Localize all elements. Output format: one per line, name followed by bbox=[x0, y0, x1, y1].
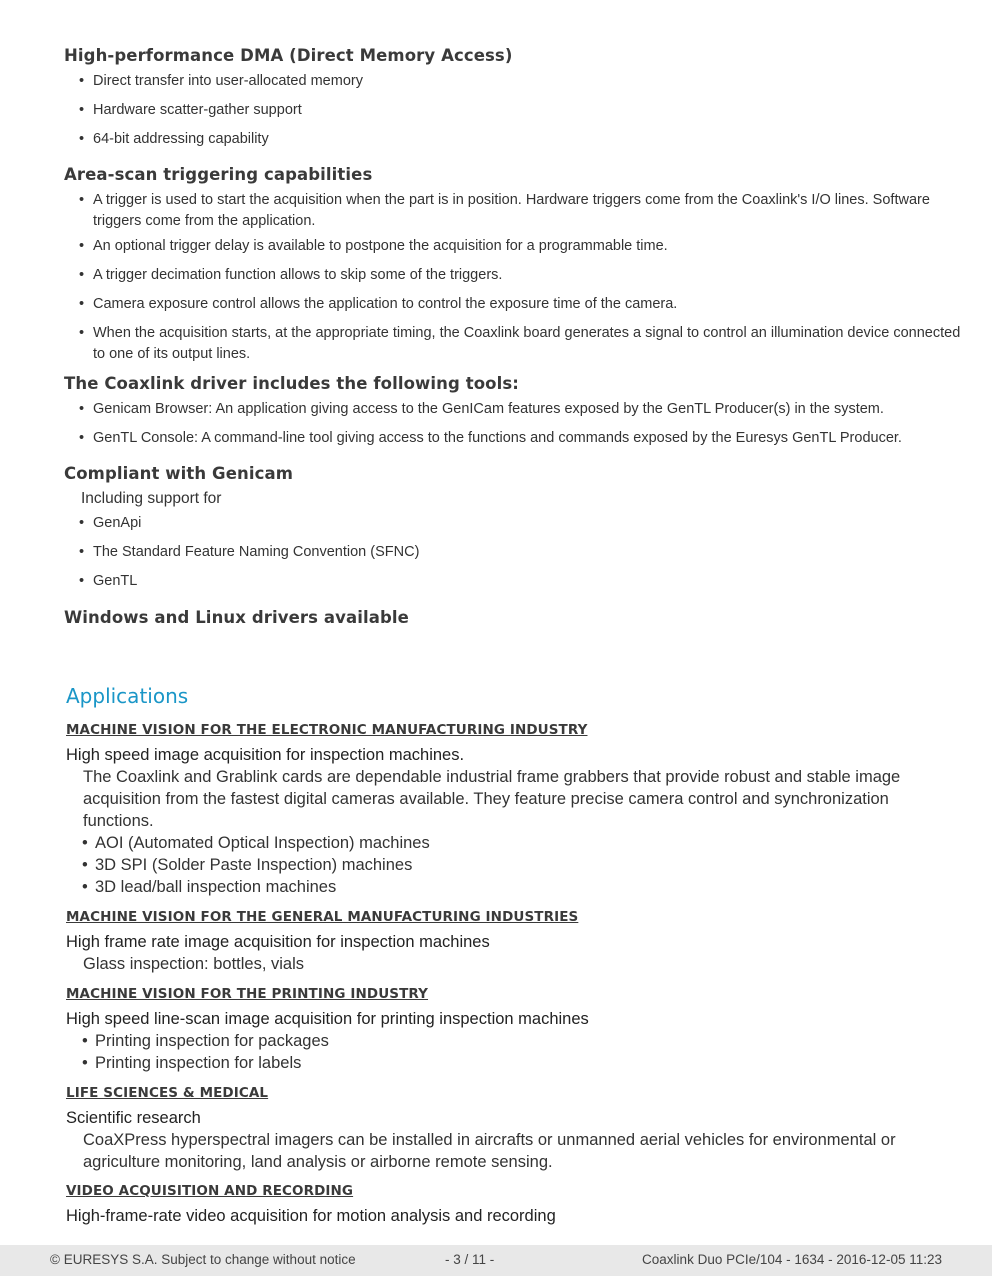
app-section-subtitle: High-frame-rate video acquisition for motion analysis and recording bbox=[66, 1207, 556, 1225]
list-item: • Hardware scatter-gather support bbox=[64, 100, 968, 121]
list-item: • 64-bit addressing capability bbox=[64, 129, 968, 150]
feature-heading: The Coaxlink driver includes the following tools: bbox=[64, 374, 519, 393]
feature-list bbox=[64, 399, 968, 449]
app-section-heading: VIDEO ACQUISITION AND RECORDING bbox=[66, 1183, 354, 1199]
feature-heading: High-performance DMA (Direct Memory Access) bbox=[64, 46, 513, 65]
list-item: • Printing inspection for packages bbox=[66, 1030, 932, 1052]
app-section-subtitle: High speed image acquisition for inspection machines. bbox=[66, 746, 465, 764]
footer-copyright: © EURESYS S.A. Subject to change without notice bbox=[50, 1252, 356, 1267]
feature-heading: Windows and Linux drivers available bbox=[64, 608, 409, 627]
list-item: • When the acquisition starts, at the appropriate timing, the Coaxlink board generates a signal to control an illumination device connected to one of its output lines. bbox=[64, 323, 968, 365]
feature-genicam bbox=[64, 463, 968, 592]
app-section-general bbox=[66, 907, 932, 975]
list-item: • Direct transfer into user-allocated memory bbox=[64, 71, 968, 92]
footer-doc-info: Coaxlink Duo PCIe/104 - 1634 - 2016-12-05 11:23 bbox=[642, 1252, 942, 1267]
feature-heading: Compliant with Genicam bbox=[64, 464, 293, 483]
feature-list bbox=[64, 190, 968, 365]
list-item: • GenApi bbox=[64, 513, 968, 534]
footer-page-number: - 3 / 11 - bbox=[445, 1252, 495, 1267]
app-section-heading: MACHINE VISION FOR THE GENERAL MANUFACTURING INDUSTRIES bbox=[66, 909, 579, 925]
app-section-heading: MACHINE VISION FOR THE ELECTRONIC MANUFACTURING INDUSTRY bbox=[66, 722, 588, 738]
app-section-video bbox=[66, 1181, 932, 1227]
app-section-heading: LIFE SCIENCES & MEDICAL bbox=[66, 1085, 269, 1101]
list-item: • The Standard Feature Naming Convention (SFNC) bbox=[64, 542, 968, 563]
list-item: • Genicam Browser: An application giving access to the GenICam features exposed by the GenTL Producer(s) in the system. bbox=[64, 399, 968, 420]
app-section-list bbox=[66, 1030, 932, 1074]
list-item: • Printing inspection for labels bbox=[66, 1052, 932, 1074]
app-section-electronic bbox=[66, 720, 932, 898]
list-item: • AOI (Automated Optical Inspection) machines bbox=[66, 832, 932, 854]
app-section-list bbox=[66, 832, 932, 898]
feature-dma bbox=[64, 45, 968, 150]
app-section-printing bbox=[66, 984, 932, 1074]
feature-triggering bbox=[64, 164, 968, 365]
app-section-subtitle: Scientific research bbox=[66, 1109, 201, 1127]
feature-list bbox=[64, 71, 968, 150]
list-item: • A trigger decimation function allows to skip some of the triggers. bbox=[64, 265, 968, 286]
list-item: • GenTL Console: A command-line tool giving access to the functions and commands exposed by the Euresys GenTL Producer. bbox=[64, 428, 968, 449]
app-section-subtitle: High frame rate image acquisition for inspection machines bbox=[66, 933, 490, 951]
app-section-description: Glass inspection: bottles, vials bbox=[83, 955, 305, 973]
applications-title: Applications bbox=[66, 684, 189, 708]
list-item: • GenTL bbox=[64, 571, 968, 592]
app-section-heading: MACHINE VISION FOR THE PRINTING INDUSTRY bbox=[66, 986, 429, 1002]
app-section-subtitle: High speed line-scan image acquisition for printing inspection machines bbox=[66, 1010, 589, 1028]
page-footer bbox=[0, 1245, 992, 1276]
list-item: • 3D lead/ball inspection machines bbox=[66, 876, 932, 898]
list-item: • Camera exposure control allows the application to control the exposure time of the camera. bbox=[64, 294, 968, 315]
app-section-description: CoaXPress hyperspectral imagers can be installed in aircrafts or unmanned aerial vehicles for environmental or agriculture monitoring, land analysis or airborne remote sensing. bbox=[83, 1131, 896, 1171]
feature-heading: Area-scan triggering capabilities bbox=[64, 165, 373, 184]
app-section-description: The Coaxlink and Grablink cards are dependable industrial frame grabbers that provide robust and stable image acquisition from the fastest digital cameras available. They feature precise camera control and synchronization functions. bbox=[83, 768, 901, 830]
feature-driver-tools bbox=[64, 373, 968, 449]
list-item: • 3D SPI (Solder Paste Inspection) machines bbox=[66, 854, 932, 876]
list-item: • An optional trigger delay is available to postpone the acquisition for a programmable time. bbox=[64, 236, 968, 257]
feature-list bbox=[64, 513, 968, 592]
feature-intro: Including support for bbox=[81, 490, 222, 507]
list-item: • A trigger is used to start the acquisition when the part is in position. Hardware triggers come from the Coaxlink's I/O lines. Software triggers come from the application. bbox=[64, 190, 968, 232]
feature-drivers bbox=[64, 607, 968, 629]
app-section-life-sciences bbox=[66, 1083, 932, 1173]
